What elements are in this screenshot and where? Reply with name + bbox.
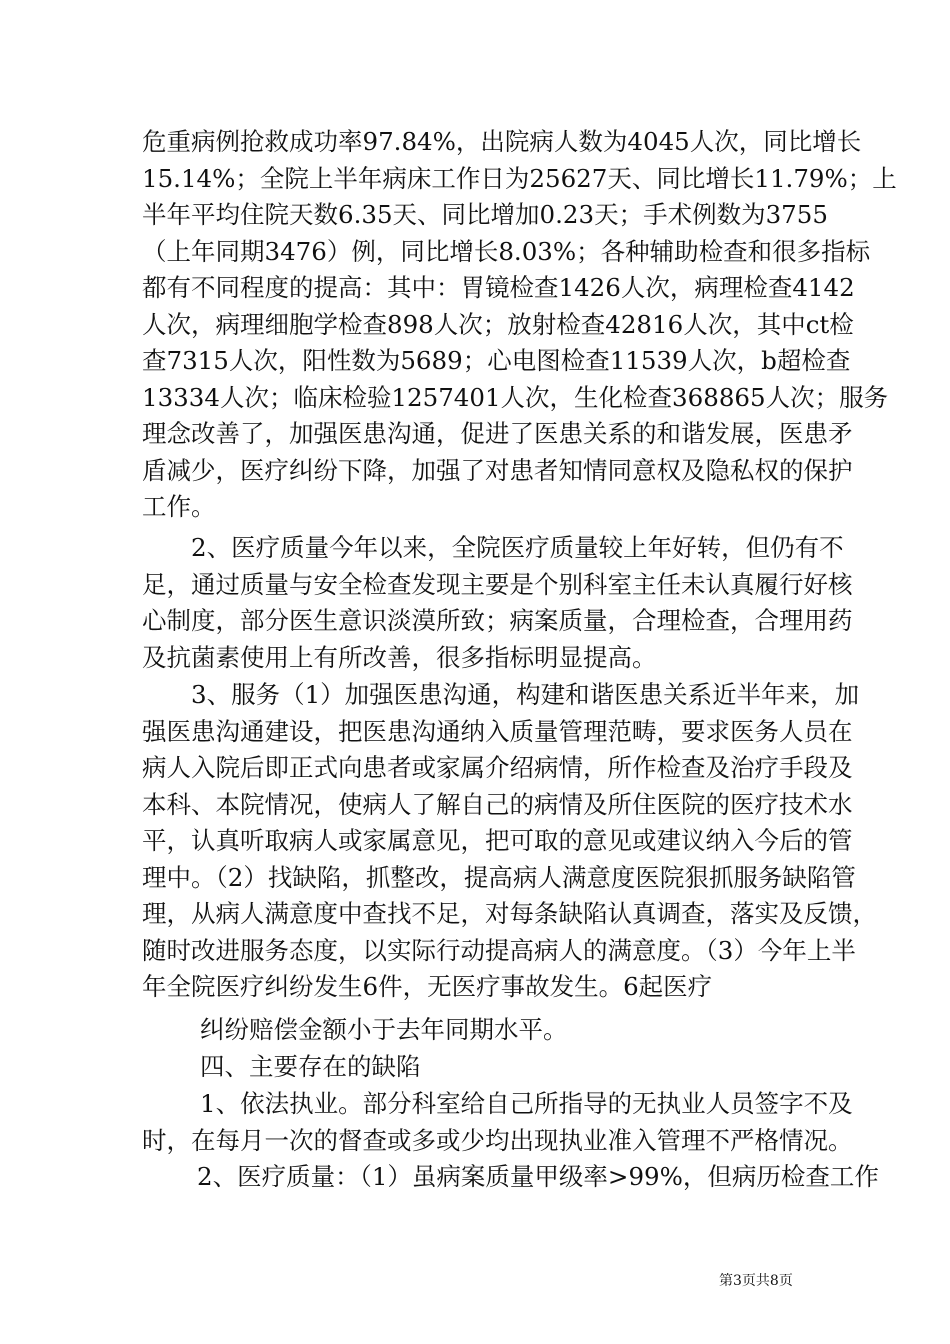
text-line: （上年同期3476）例，同比增长8.03%；各种辅助检查和很多指标	[142, 236, 871, 266]
text-line: 人次，病理细胞学检查898人次；放射检查42816人次，其中ct检	[142, 309, 854, 339]
text-line: 本科、本院情况，使病人了解自己的病情及所住医院的医疗技术水	[142, 789, 853, 819]
text-line: 3、服务（1）加强医患沟通，构建和谐医患关系近半年来，加	[191, 680, 860, 709]
paragraph-medical-quality	[142, 530, 853, 676]
text-line: 病人入院后即正式向患者或家属介绍病情，所作检查及治疗手段及	[142, 753, 853, 782]
text-line: 时，在每月一次的督查或多或少均出现执业准入管理不严格情况。	[142, 1125, 853, 1155]
text-line: 理中。（2）找缺陷，抓整改，提高病人满意度医院狠抓服务缺陷管	[142, 862, 856, 892]
text-line: 心制度，部分医生意识淡漠所致；病案质量，合理检查，合理用药	[142, 606, 853, 635]
text-line: 13334人次；临床检验1257401人次，生化检查368865人次；服务	[142, 382, 889, 412]
text-line: 2、医疗质量今年以来，全院医疗质量较上年好转，但仍有不	[191, 533, 844, 562]
text-line: 平，认真听取病人或家属意见，把可取的意见或建议纳入今后的管	[142, 826, 853, 855]
text-line: 15.14%；全院上半年病床工作日为25627天、同比增长11.79%；上	[142, 163, 897, 193]
text-line: 理念改善了，加强医患沟通，促进了医患关系的和谐发展，医患矛	[142, 419, 853, 448]
text-line: 及抗菌素使用上有所改善，很多指标明显提高。	[142, 642, 657, 672]
text-line: 半年平均住院天数6.35天、同比增加0.23天；手术例数为3755	[142, 200, 828, 229]
text-line: 理，从病人满意度中查找不足，对每条缺陷认真调查，落实及反馈，	[142, 899, 877, 928]
text-line: 危重病例抢救成功率97.84%，出院病人数为4045人次，同比增长	[142, 127, 862, 156]
paragraph-statistics	[142, 124, 897, 526]
text-line: 2、医疗质量：（1）虽病案质量甲级率>99%，但病历检查工作	[197, 1162, 879, 1191]
text-line: 足，通过质量与安全检查发现主要是个别科室主任未认真履行好核	[142, 569, 853, 599]
text-line: 工作。	[142, 492, 216, 521]
text-line: 盾减少，医疗纠纷下降，加强了对患者知情同意权及隐私权的保护	[142, 455, 853, 485]
page-number: 第3页共8页	[719, 1273, 793, 1289]
continuation-line: 纠纷赔偿金额小于去年同期水平。	[200, 1015, 568, 1044]
text-line: 强医患沟通建设，把医患沟通纳入质量管理范畴，要求医务人员在	[142, 716, 853, 746]
text-line: 1、依法执业。部分科室给自己所指导的无执业人员签字不及	[200, 1089, 853, 1118]
text-line: 都有不同程度的提高：其中：胃镜检查1426人次，病理检查4142	[142, 273, 855, 302]
paragraph-legal-practice	[142, 1086, 853, 1159]
text-line: 年全院医疗纠纷发生6件，无医疗事故发生。6起医疗	[142, 972, 713, 1001]
text-line: 查7315人次，阳性数为5689；心电图检查11539人次，b超检查	[142, 346, 851, 375]
section-heading: 四、主要存在的缺陷	[200, 1052, 421, 1081]
paragraph-quality-issues	[142, 1159, 879, 1196]
text-line: 随时改进服务态度，以实际行动提高病人的满意度。（3）今年上半	[142, 935, 856, 965]
paragraph-service	[142, 677, 877, 1006]
